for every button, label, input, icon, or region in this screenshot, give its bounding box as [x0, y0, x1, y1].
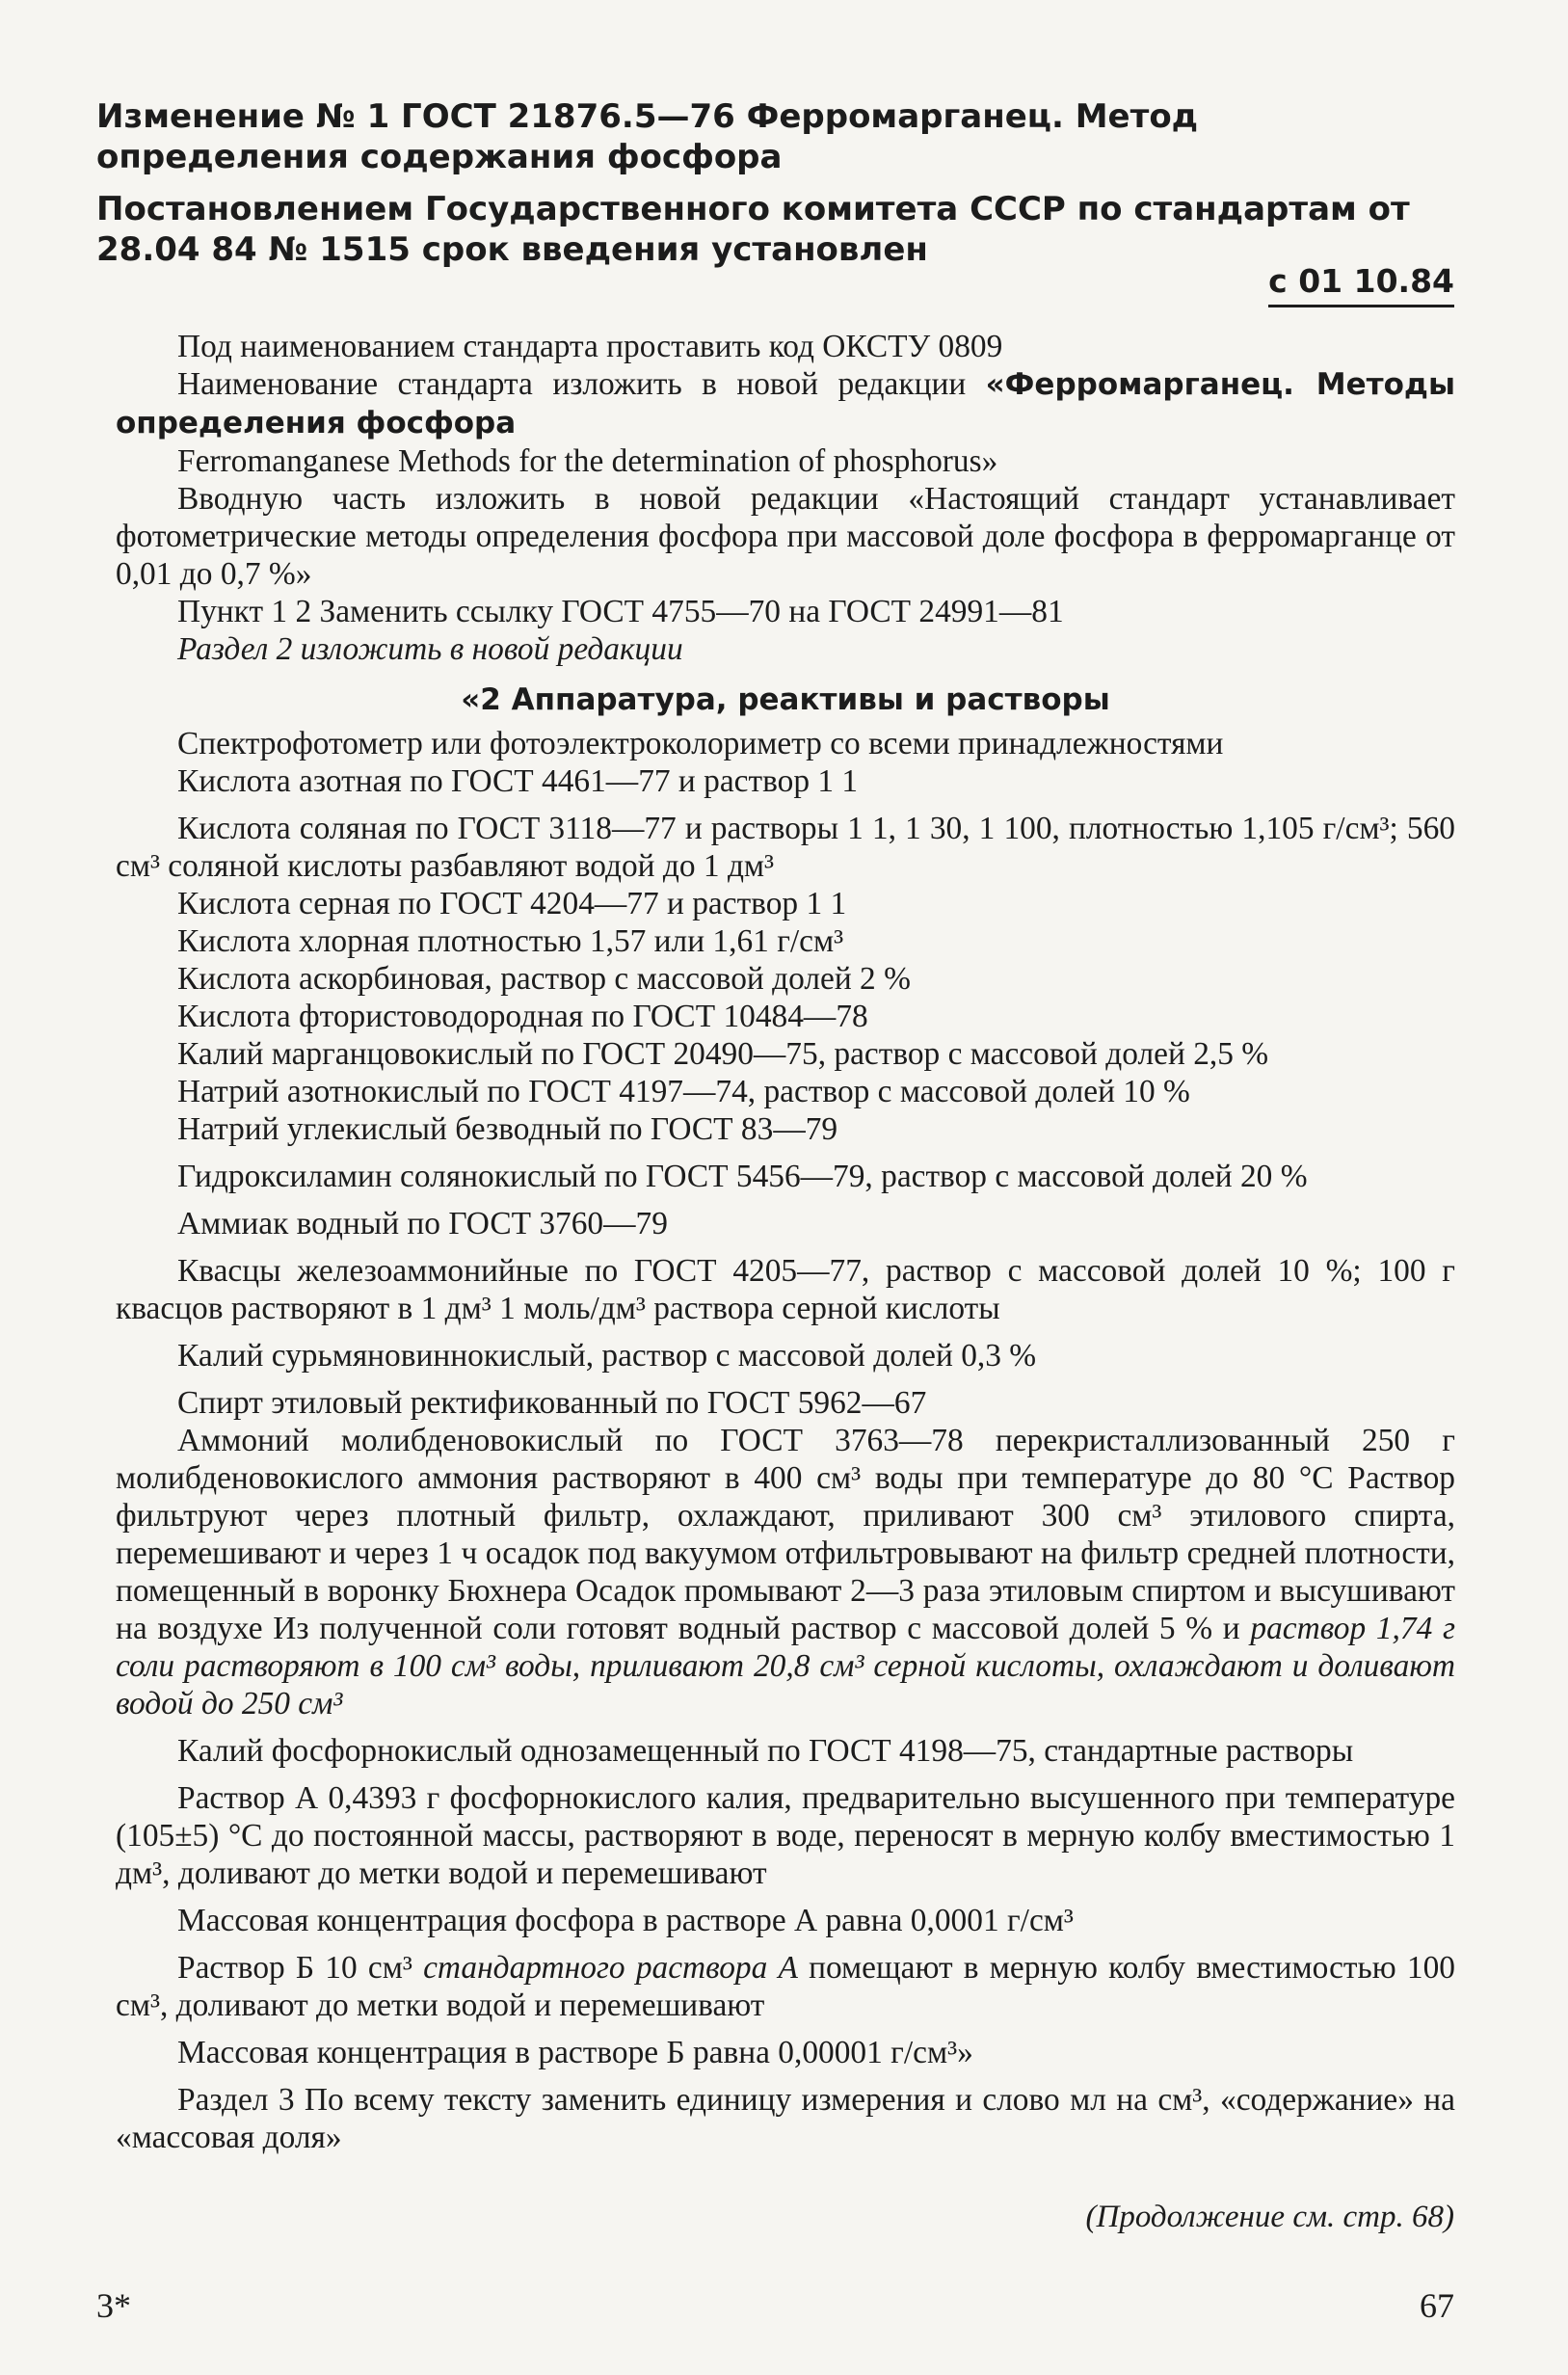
paragraph-introduction: Вводную часть изложить в новой редакции «Настоящий стандарт устанавливает фотометрические методы определения фосфора при массовой доле фосфора в ферромарганце от 0,01 до 0,7 %» [116, 481, 1455, 592]
reagent-ascorbic-acid: Кислота аскорбиновая, раствор с массовой долей 2 % [177, 961, 911, 997]
paragraph-okstu: Под наименованием стандарта проставить код ОКСТУ 0809 [177, 329, 1003, 364]
paragraph-english-title: Ferromanganese Methods for the determination of phosphorus» [177, 443, 998, 479]
molybdate-text: Аммоний молибденовокислый по ГОСТ 3763—78 перекристаллизованный 250 г молибденовокислого аммония растворяют в 400 см³ воды при температуре до 80 °С Раствор фильтруют через плотный фильтр, охлаждают, приливают 300 см³ этилового спирта, перемешивают и через 1 ч осадок под вакуумом отфильтровывают на фильтр средней плотности, помещенный в воронку Бюхнера Осадок промывают 2—3 раза этиловым спиртом и высушивают на воздухе Из полученной соли готовят водный раствор с массовой долей 5 % и [116, 1423, 1455, 1646]
reagent-nitric-acid: Кислота азотная по ГОСТ 4461—77 и раствор 1 1 [177, 763, 859, 799]
reagent-ethanol: Спирт этиловый ректификованный по ГОСТ 5962—67 [177, 1385, 927, 1421]
reagent-sulfuric-acid: Кислота серная по ГОСТ 4204—77 и раствор 1 1 [177, 886, 847, 921]
solution-a-concentration: Массовая концентрация фосфора в растворе А равна 0,0001 г/см³ [177, 1903, 1074, 1938]
reagent-sodium-carbonate: Натрий углекислый безводный по ГОСТ 83—79 [177, 1111, 838, 1147]
reagent-hydroxylamine: Гидроксиламин солянокислый по ГОСТ 5456—79, раствор с массовой долей 20 % [177, 1159, 1308, 1194]
reagent-hydrochloric-acid: Кислота соляная по ГОСТ 3118—77 и растворы 1 1, 1 30, 1 100, плотностью 1,105 г/см³; 560 см³ соляной кислоты разбавляют водой до 1 дм³ [116, 811, 1455, 884]
paragraph-clause-1-2: Пункт 1 2 Заменить ссылку ГОСТ 4755—70 на ГОСТ 24991—81 [177, 594, 1064, 629]
continuation-note: (Продолжение см. стр. 68) [1085, 2200, 1454, 2234]
decree-line: Постановлением Государственного комитета СССР по стандартам от 28.04 84 № 1515 срок введения установлен [96, 190, 1410, 269]
solution-b-end: помещают в мерную колбу вместимостью 100 см³, доливают до метки водой и перемешивают [116, 1950, 1455, 2023]
document-body [116, 328, 1455, 2156]
signature-mark: 3* [96, 2286, 131, 2325]
reagent-potassium-phosphate: Калий фосфорнокислый однозамещенный по ГОСТ 4198—75, стандартные растворы [177, 1733, 1354, 1769]
solution-a: Раствор А 0,4393 г фосфорнокислого калия, предварительно высушенного при температуре (105±5) °С до постоянной массы, растворяют в воде, переносят в мерную колбу вместимостью 1 дм³, доливают до метки водой и перемешивают [116, 1780, 1455, 1891]
paragraph-section-2: Раздел 2 изложить в новой редакции [177, 631, 683, 667]
paragraph-section-3: Раздел 3 По всему тексту заменить единицу измерения и слово мл на см³, «содержание» на «массовая доля» [116, 2082, 1455, 2155]
new-title-intro: Наименование стандарта изложить в новой редакции [177, 366, 986, 402]
reagent-potassium-permanganate: Калий марганцовокислый по ГОСТ 20490—75, раствор с массовой долей 2,5 % [177, 1036, 1269, 1072]
solution-b-italic: стандартного раствора А [423, 1950, 798, 1986]
page-number: 67 [1420, 2286, 1454, 2325]
reagent-ammonia: Аммиак водный по ГОСТ 3760—79 [177, 1206, 668, 1241]
amendment-title: Изменение № 1 ГОСТ 21876.5—76 Ферромарганец. Метод определения содержания фосфора [96, 97, 1199, 176]
reagent-alum: Квасцы железоаммонийные по ГОСТ 4205—77, раствор с массовой долей 10 %; 100 г квасцов растворяют в 1 дм³ 1 моль/дм³ раствора серной кислоты [116, 1253, 1455, 1326]
reagent-hydrofluoric-acid: Кислота фтористоводородная по ГОСТ 10484—78 [177, 999, 868, 1034]
reagent-antimony-tartrate: Калий сурьмяновиннокислый, раствор с массовой долей 0,3 % [177, 1338, 1037, 1374]
solution-b-start: Раствор Б 10 см³ [177, 1950, 424, 1986]
reagent-spectrophotometer: Спектрофотометр или фотоэлектроколориметр со всеми принадлежностями [177, 726, 1224, 761]
molybdate-solution-italic: раствор 1,74 г соли растворяют в 100 см³ воды, приливают 20,8 см³ серной кислоты, охлаждают и доливают водой до 250 см³ [116, 1611, 1455, 1721]
section-title: «2 Аппаратура, реактивы и растворы [461, 682, 1110, 717]
solution-b-concentration: Массовая концентрация в растворе Б равна 0,00001 г/см³» [177, 2035, 973, 2070]
new-title-bold: «Ферромарганец. Методы определения фосфора [116, 367, 1455, 440]
reagent-perchloric-acid: Кислота хлорная плотностью 1,57 или 1,61 г/см³ [177, 923, 844, 959]
reagent-ammonium-molybdate [116, 1422, 1455, 1722]
paragraph-new-title [116, 365, 1455, 442]
reagent-sodium-nitrite: Натрий азотнокислый по ГОСТ 4197—74, раствор с массовой долей 10 % [177, 1074, 1190, 1109]
effective-date: с 01 10.84 [1268, 262, 1454, 307]
solution-b [116, 1949, 1455, 2024]
